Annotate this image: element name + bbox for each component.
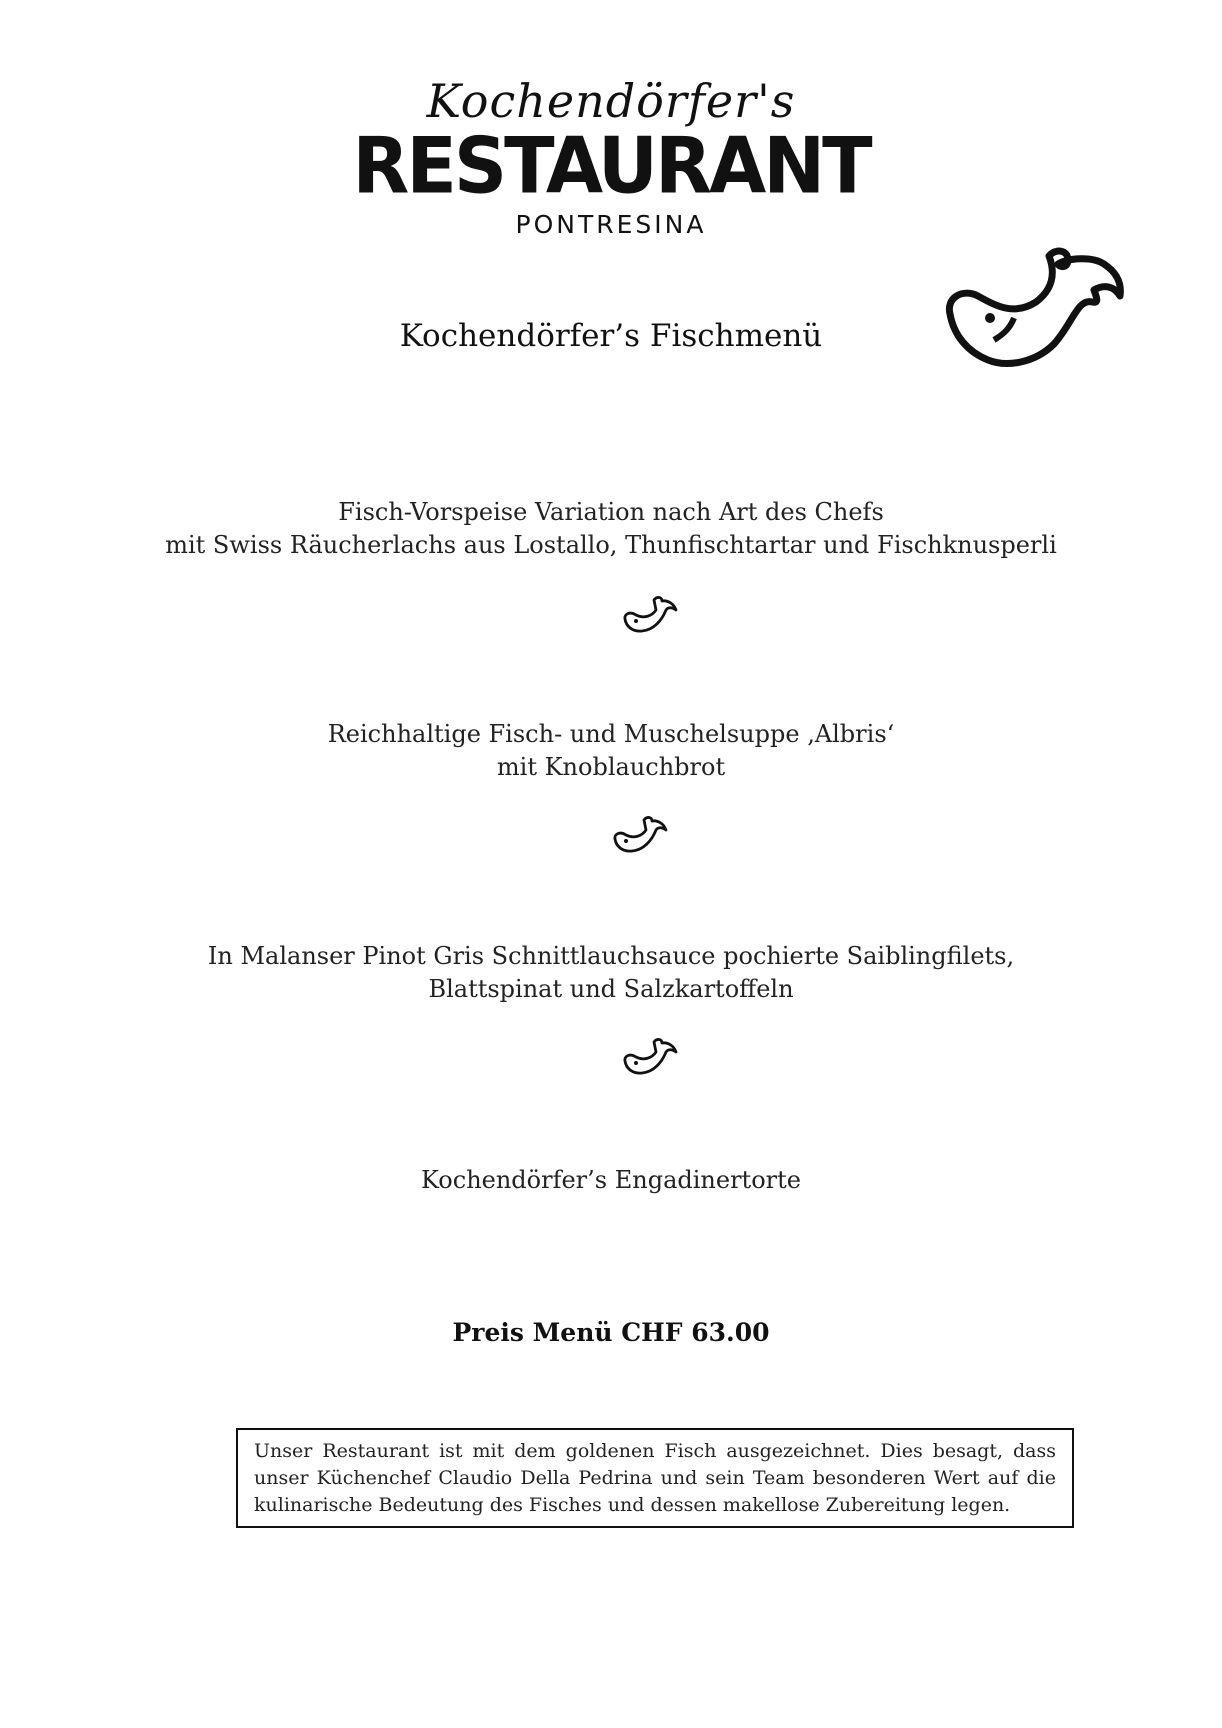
course-4-line1: Kochendörfer’s Engadinertorte	[421, 1166, 801, 1194]
fish-icon	[944, 244, 1134, 384]
fish-icon	[622, 594, 680, 636]
course-3	[0, 940, 1222, 1006]
course-3-line1: In Malanser Pinot Gris Schnittlauchsauce pochierte Saiblingfilets,	[207, 942, 1015, 970]
course-2-line1: Reichhaltige Fisch- und Muschelsuppe ‚Albris‘	[327, 720, 895, 748]
course-1-line1: Fisch-Vorspeise Variation nach Art des Chefs	[338, 498, 884, 526]
fish-icon	[612, 814, 670, 856]
course-4	[0, 1164, 1222, 1197]
course-2-line2: mit Knoblauchbrot	[496, 753, 726, 781]
logo-location: PONTRESINA	[515, 210, 707, 239]
award-note: Unser Restaurant ist mit dem goldenen Fisch ausgezeichnet. Dies besagt, dass unser Küchenchef Claudio Della Pedrina und sein Team besonderen Wert auf die kulinarische Bedeutung des Fisches und dessen makellose Zubereitung legen.	[236, 1428, 1074, 1528]
course-2	[0, 718, 1222, 784]
menu-title: Kochendörfer’s Fischmenü	[399, 318, 823, 354]
course-3-line2: Blattspinat und Salzkartoffeln	[428, 975, 794, 1003]
course-1-line2: mit Swiss Räucherlachs aus Lostallo, Thunfischtartar und Fischknusperli	[165, 531, 1057, 559]
course-1	[0, 496, 1222, 562]
fish-icon	[622, 1036, 680, 1078]
menu-price: Preis Menü CHF 63.00	[452, 1318, 770, 1347]
logo-main: RESTAURANT	[352, 120, 870, 212]
logo-script: Kochendörfer's	[426, 74, 796, 128]
